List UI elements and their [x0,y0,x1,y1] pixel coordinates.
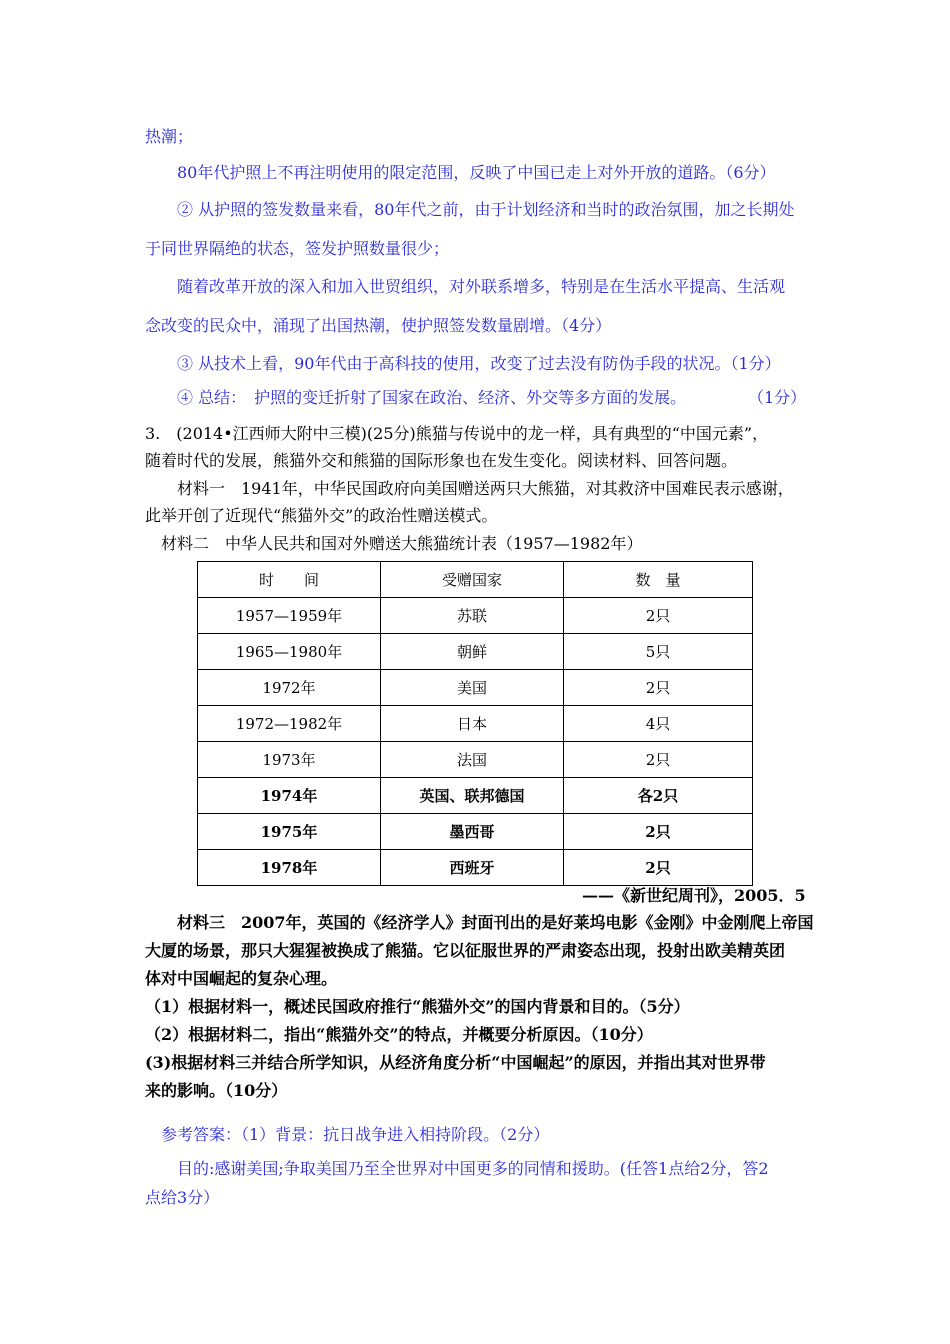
material-one: 此举开创了近现代“熊猫外交”的政治性赠送模式。 [145,506,498,525]
answer-line: ② 从护照的签发数量来看，80年代之前，由于计划经济和当时的政治氛围，加之长期处 [177,200,795,219]
table-cell: 法国 [381,742,564,778]
sub-question-3: (3)根据材料三并结合所学知识，从经济角度分析“中国崛起”的原因，并指出其对世界带 [145,1053,766,1072]
table-row [198,742,753,778]
material-one: 材料一 1941年，中华民国政府向美国赠送两只大熊猫，对其救济中国难民表示感谢， [177,479,794,498]
table-cell: 2只 [564,598,753,634]
answer-line: 热潮； [145,127,194,146]
table-cell: 1974年 [198,778,381,814]
table-source: ——《新世纪周刊》，2005．5 [582,886,806,905]
reference-answer: 目的:感谢美国;争取美国乃至全世界对中国更多的同情和援助。(任答1点给2分，答2 [177,1159,769,1178]
table-cell: 1973年 [198,742,381,778]
table-cell: 日本 [381,706,564,742]
table-cell: 西班牙 [381,850,564,886]
table-cell: 4只 [564,706,753,742]
sub-question-3: 来的影响。（10分） [145,1081,288,1100]
table-row [198,850,753,886]
answer-line: 80年代护照上不再注明使用的限定范围，反映了中国已走上对外开放的道路。（6分） [177,163,776,182]
sub-question-1: （1）根据材料一，概述民国政府推行“熊猫外交”的国内背景和目的。（5分） [145,997,690,1016]
table-cell: 英国、联邦德国 [381,778,564,814]
table-row [198,706,753,742]
table-row [198,598,753,634]
question-intro: 3. (2014•江西师大附中三模)(25分)熊猫与传说中的龙一样，具有典型的“中国元素”， [145,424,769,443]
table-cell: 2只 [564,850,753,886]
table-cell: 2只 [564,742,753,778]
table-cell: 2只 [564,814,753,850]
table-header: 受赠国家 [381,562,564,598]
reference-answer: 点给3分） [145,1188,220,1207]
table-cell: 苏联 [381,598,564,634]
material-two-title: 材料二 中华人民共和国对外赠送大熊猫统计表（1957—1982年） [161,534,643,553]
reference-answer: 参考答案：（1）背景：抗日战争进入相持阶段。（2分） [161,1125,550,1144]
table-cell: 美国 [381,670,564,706]
answer-line: ③ 从技术上看，90年代由于高科技的使用，改变了过去没有防伪手段的状况。（1分） [177,354,781,373]
answer-line: 念改变的民众中，涌现了出国热潮，使护照签发数量剧增。（4分） [145,316,612,335]
question-intro: 随着时代的发展，熊猫外交和熊猫的国际形象也在发生变化。阅读材料、回答问题。 [145,451,738,470]
table-cell: 1965—1980年 [198,634,381,670]
table-row [198,670,753,706]
answer-line: ④ 总结： 护照的变迁折射了国家在政治、经济、外交等多方面的发展。 [177,388,687,407]
material-three: 大厦的场景，那只大猩猩被换成了熊猫。它以征服世界的严肃姿态出现，投射出欧美精英团 [145,941,786,960]
table-cell: 朝鲜 [381,634,564,670]
table-cell: 1972年 [198,670,381,706]
table-header: 数 量 [564,562,753,598]
answer-score: （1分） [748,388,807,407]
table-header: 时 间 [198,562,381,598]
answer-line: 随着改革开放的深入和加入世贸组织，对外联系增多，特别是在生活水平提高、生活观 [177,277,786,296]
material-three: 材料三 2007年，英国的《经济学人》封面刊出的是好莱坞电影《金刚》中金刚爬上帝国 [177,913,814,932]
table-row [198,778,753,814]
table-cell: 1978年 [198,850,381,886]
table-cell: 2只 [564,670,753,706]
table-row [198,634,753,670]
panda-gift-table [197,561,753,886]
table-cell: 墨西哥 [381,814,564,850]
table-row [198,814,753,850]
table-cell: 各2只 [564,778,753,814]
table-cell: 1972—1982年 [198,706,381,742]
sub-question-2: （2）根据材料二，指出“熊猫外交”的特点，并概要分析原因。（10分） [145,1025,653,1044]
material-three: 体对中国崛起的复杂心理。 [145,969,338,988]
table-cell: 1957—1959年 [198,598,381,634]
table-cell: 1975年 [198,814,381,850]
table-header-row [198,562,753,598]
answer-line: 于同世界隔绝的状态，签发护照数量很少； [145,239,450,258]
table-cell: 5只 [564,634,753,670]
